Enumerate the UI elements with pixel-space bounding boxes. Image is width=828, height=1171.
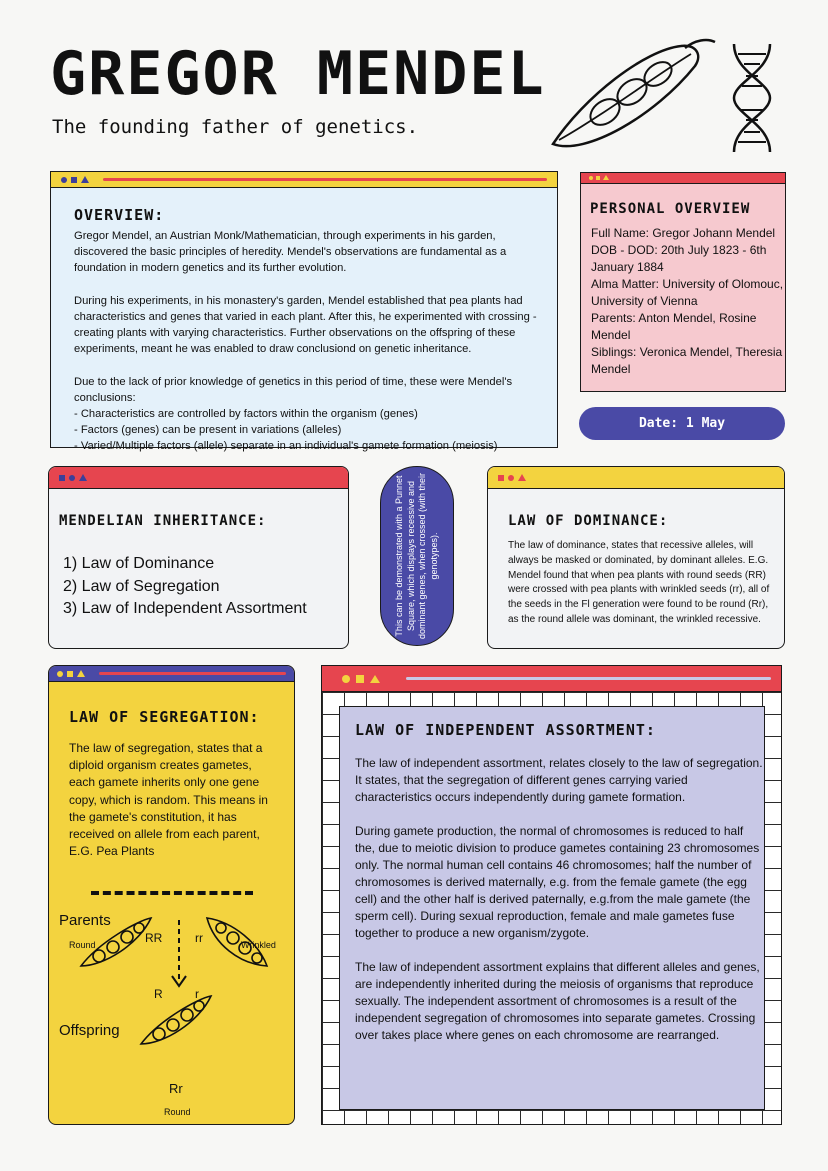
independent-heading: LAW OF INDEPENDENT ASSORTMENT:	[355, 721, 656, 739]
independent-content-card	[339, 706, 765, 1110]
genotype-rr-dominant: RR	[145, 931, 163, 945]
independent-paragraph: During gamete production, the normal of chromosomes is reduced to half the, due to meiotic division to produce gametes containing 23 chromosomes only. The normal human cell contains 46 chromosomes; half the number of chromosomes is derived maternally, e.g. from the female gamete (the egg cell) and the other half is derived paternally, e.g.from the male gamete (the sperm cell). During sexual reproduction, female and male gametes fuse together to produce a new organism/zygote.	[355, 824, 760, 940]
personal-alma-mater: Alma Matter: University of Olomouc, University of Vienna	[591, 277, 784, 308]
allele-dominant: R	[154, 987, 163, 1001]
overview-heading: OVERVIEW:	[74, 206, 165, 224]
window-title-bar	[488, 467, 784, 489]
round-label: Round	[69, 940, 96, 950]
date-badge: Date: 1 May	[579, 407, 785, 440]
offspring-genotype: Rr	[169, 1081, 183, 1096]
parents-label: Parents	[59, 912, 111, 929]
segregation-text: The law of segregation, states that a diploid organism creates gametes, each gamete inherits only one gene copy, which is random. This means in the gamete's constitution, it has received on allele from each parent, E.G. Pea Plants	[69, 741, 268, 859]
window-title-bar	[51, 172, 557, 188]
inheritance-heading: MENDELIAN INHERITANCE:	[59, 513, 267, 529]
conclusion-item: - Characteristics are controlled by factors within the organism (genes)	[74, 408, 418, 420]
dna-helix-icon	[724, 42, 780, 154]
dominance-text: The law of dominance, states that recessive alleles, will always be masked or dominated, by dominant alleles. E.G. Mendel found that when pea plants with round seeds (RR) were crossed with pea plants with wrinkled seeds (rr), all of the seeds in the Fl generation were found to be round (Rr), as the round allele was dominant, the wrinkled recessive.	[508, 540, 770, 625]
allele-recessive: r	[195, 987, 199, 1001]
offspring-label: Offspring	[59, 1022, 120, 1039]
page-title: GREGOR MENDEL	[50, 39, 546, 109]
personal-full-name: Full Name: Gregor Johann Mendel	[591, 226, 776, 240]
overview-paragraph: Gregor Mendel, an Austrian Monk/Mathematician, through experiments in his garden, discovered the basic principles of heredity. Mendel's observations are fundamental as a foundation in modern genetics and its further evolution.	[74, 230, 507, 274]
personal-heading: PERSONAL OVERVIEW	[590, 201, 751, 217]
pea-pod-illustration	[545, 36, 720, 161]
mendelian-inheritance-panel	[48, 466, 349, 649]
window-title-bar	[581, 173, 785, 184]
punnett-note-text: This can be demonstrated with a Punnet Square, which displays recessive and dominant genes, when crossed (with their genotypes).	[394, 472, 439, 640]
personal-siblings: Siblings: Veronica Mendel, Theresia Mendel	[591, 345, 783, 376]
law-of-independent-assortment-panel	[321, 665, 782, 1125]
inheritance-law-item: 3) Law of Independent Assortment	[63, 600, 307, 617]
conclusion-item: - Varied/Multiple factors (allele) separate in an individual's gamete formation (meiosis)	[74, 440, 498, 452]
overview-paragraph: Due to the lack of prior knowledge of genetics in this period of time, these were Mendel's conclusions:	[74, 376, 513, 404]
dominance-heading: LAW OF DOMINANCE:	[508, 513, 669, 529]
page-subtitle: The founding father of genetics.	[52, 116, 419, 138]
personal-overview-panel	[580, 172, 786, 392]
overview-panel	[50, 171, 558, 452]
punnett-square-note	[380, 466, 454, 646]
segregation-heading: LAW OF SEGREGATION:	[69, 708, 260, 726]
law-of-dominance-panel	[487, 466, 785, 649]
genotype-rr-recessive: rr	[195, 931, 203, 945]
independent-paragraph: The law of independent assortment, relates closely to the law of segregation. It states, that the segregation of different genes carrying varied characteristics occurs independently during gamete formation.	[355, 756, 763, 804]
pea-pod-offspring	[141, 996, 211, 1044]
window-title-bar	[322, 666, 781, 692]
law-of-segregation-panel	[48, 665, 295, 1125]
personal-dob-dod: DOB - DOD: 20th July 1823 - 6th January 1884	[591, 243, 767, 274]
segregation-divider	[91, 891, 253, 895]
offspring-phenotype: Round	[164, 1107, 191, 1117]
window-title-bar	[49, 467, 348, 489]
window-title-bar	[49, 666, 294, 682]
wrinkled-label: Wrinkled	[241, 940, 276, 950]
independent-paragraph: The law of independent assortment explains that different alleles and genes, are independently inherited during the meiosis of organisms that reproduce sexually. The independent assortment of chromosomes is a result of the independent segregation of chromosomes into separate gametes. Crossing over takes place where genes on each chromosome are rearranged.	[355, 960, 760, 1042]
inheritance-law-item: 2) Law of Segregation	[63, 577, 220, 595]
inheritance-law-item: 1) Law of Dominance	[63, 555, 215, 572]
conclusion-item: - Factors (genes) can be present in variations (alleles)	[74, 424, 342, 436]
personal-parents: Parents: Anton Mendel, Rosine Mendel	[591, 311, 757, 342]
overview-paragraph: During his experiments, in his monastery's garden, Mendel established that pea plants had characteristics and genes that varied in each plant. After this, he experimented with crossing - creating plants with varying characteristics. Further observations on the offspring of these experiments, meant he was enabled to draw conclusiond on genetic inheritance.	[74, 295, 537, 355]
